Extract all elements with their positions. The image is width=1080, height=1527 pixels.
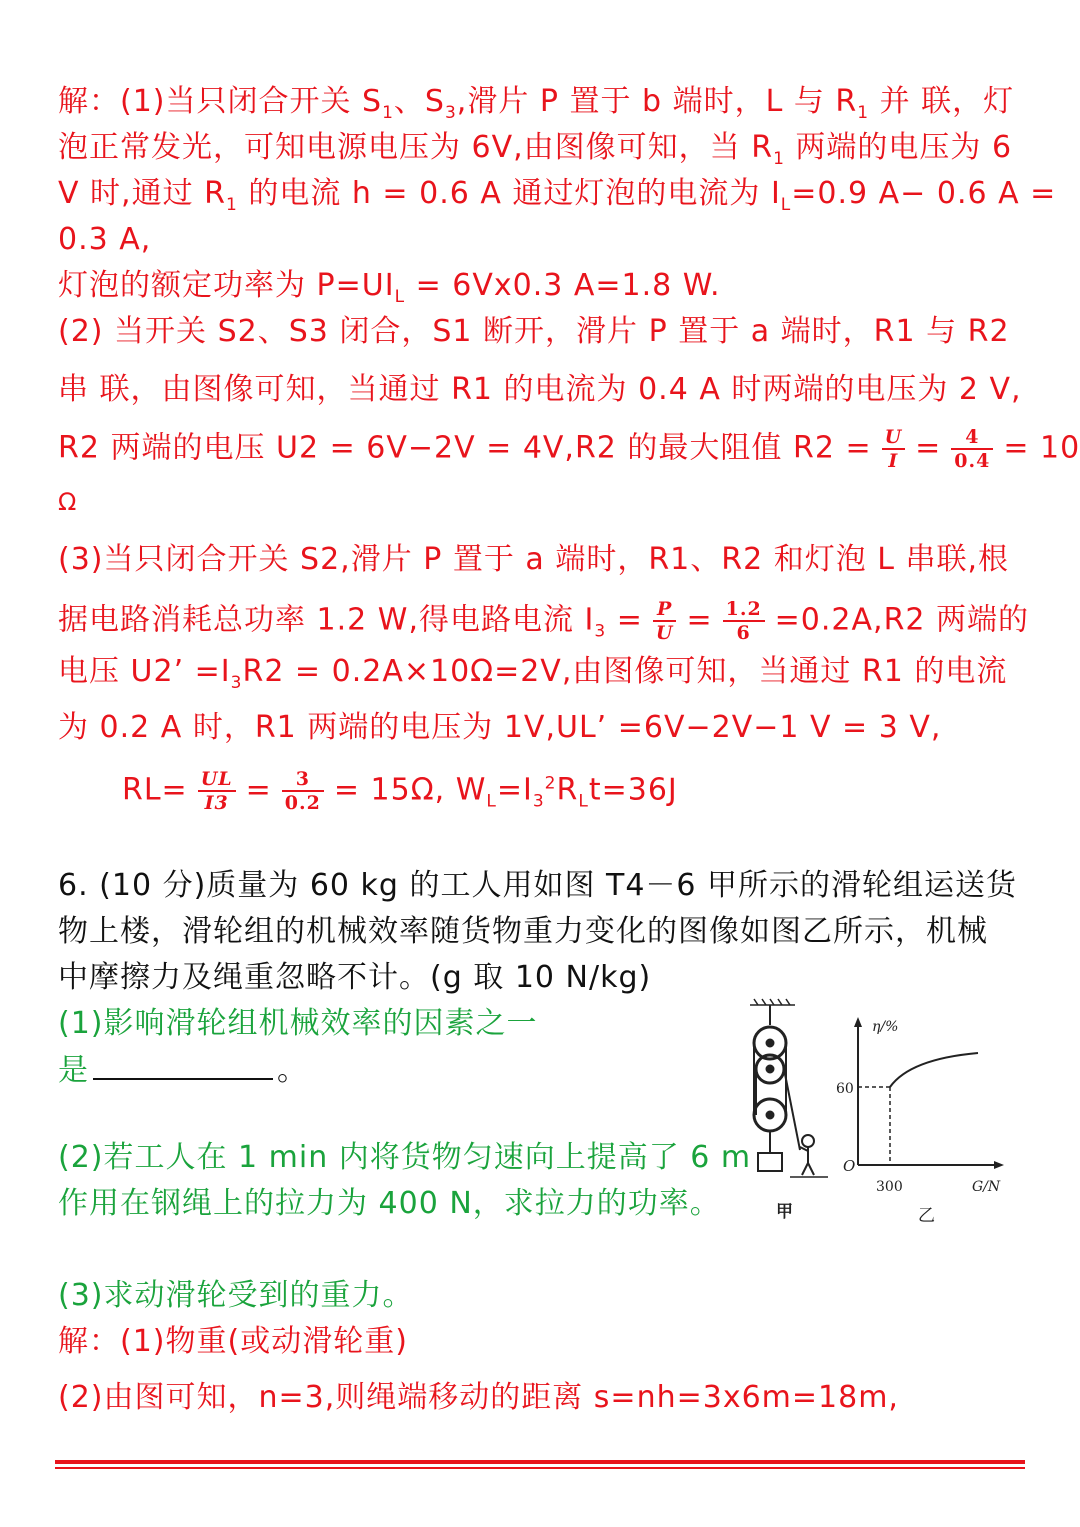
fraction-3-over-0.2: $\frac{3}{0.2}$ [282,768,324,814]
graph-x-label: G/N [972,1179,1001,1195]
efficiency-curve [890,1053,978,1087]
q6-answer-1: 解：(1)物重(或动滑轮重) [58,1324,408,1359]
bottom-divider-thin [55,1467,1025,1469]
answer-blank[interactable] [93,1052,273,1080]
q6-sub3: (3)求动滑轮受到的重力。 [58,1278,414,1313]
fraction-4-over-0.4: $\frac{4}{0.4}$ [951,426,993,472]
q6-line-1: 6. (10 分)质量为 60 kg 的工人用如图 T4－6 甲所示的滑轮组运送货 [58,868,1018,903]
worker-figure [800,1135,814,1175]
q6-answer-2: (2)由图可知，n=3,则绳端移动的距离 s=nh=3x6m=18m, [58,1380,899,1415]
fraction-ul-over-i3: $\frac{UL}{I3}$ [198,768,236,814]
q6-sub1-line-2: 是 。 [58,1053,308,1088]
sol-part2-line-1: (2) 当开关 S2、S3 闭合，S1 断开，滑片 P 置于 a 端时，R1 与 R2 [58,314,1010,349]
sol-line-3: V 时,通过 $R_1$ 的电流 h = 0.6 A 通过灯泡的电流为 $I_L=0.9$ A− 0.6 A = [58,176,1057,215]
graph-y-tick: 60 [836,1081,854,1097]
q6-sub2-line-2: 作用在钢绳上的拉力为 400 N，求拉力的功率。 [58,1186,721,1221]
sol-part2-line-3: R2 两端的电压 U2 = 6V−2V = 4V,R2 的最大阻值 R2 = $\frac{U}{I}$ = $\frac{4}{0.4}$ = 10 [58,426,1080,472]
fraction-u-over-i: $\frac{U}{I}$ [882,426,906,472]
sol-part3-line-4: 为 0.2 A 时，R1 两端的电压为 1V,UL’ =6V−2V−1 V = 3 V, [58,710,942,745]
sol-part3-line-5: RL= $\frac{UL}{I3}$ = $\frac{3}{0.2}$ = 15Ω, $W_L=I_3^2R_Lt=36J$ [122,768,678,814]
graph-y-label: η/% [872,1019,899,1035]
efficiency-graph [836,1017,1004,1226]
graph-origin: O [843,1157,856,1175]
figure-label-jia: 甲 [776,1202,793,1222]
sol-line-1: 解：(1)当只闭合开关 $S_1$、$S_3$,滑片 P 置于 b 端时，L 与 $R_1$ 并 联，灯 [58,84,1015,123]
fraction-p-over-u: $\frac{P}{U}$ [653,598,677,644]
q6-sub1-line-1: (1)影响滑轮组机械效率的因素之一 [58,1006,538,1041]
q6-line-2: 物上楼，滑轮组的机械效率随货物重力变化的图像如图乙所示，机械 [58,914,988,949]
ceiling-hatch [750,999,795,1005]
sol-line-5: 灯泡的额定功率为 $P=UI_L = 6Vx0.3$ A=1.8 W. [58,268,721,307]
q6-line-3: 中摩擦力及绳重忽略不计。(g 取 10 N/kg) [58,960,652,995]
bottom-divider [55,1460,1025,1464]
fixed-pulley [754,1027,786,1083]
sol-part3-line-2: 据电路消耗总功率 1.2 W,得电路电流 $I_3$ = $\frac{P}{U}$ = $\frac{1.2}{6}$ =0.2A,R2 两端的 [58,598,1030,644]
figure-pulley-and-graph [740,995,1020,1230]
fraction-1.2-over-6: $\frac{1.2}{6}$ [723,598,765,644]
moving-pulley [754,1099,786,1131]
sol-part2-line-4: Ω [58,488,78,516]
sol-part3-line-1: (3)当只闭合开关 S2,滑片 P 置于 a 端时，R1、R2 和灯泡 L 串联,根 [58,542,1010,577]
sol-line-4: 0.3 A, [58,222,152,257]
q6-sub2-line-1: (2)若工人在 1 min 内将货物匀速向上提高了 6 m [58,1140,752,1175]
sol-part2-line-2: 串 联，由图像可知，当通过 R1 的电流为 0.4 A 时两端的电压为 2 V, [58,372,1022,407]
graph-x-tick: 300 [876,1179,903,1195]
sol-part3-line-3: 电压 U2’ $=I_3R2 = 0.2A\times 10\Omega=2V$,由图像可知，当通过 R1 的电流 [58,654,1008,693]
sol-line-2: 泡正常发光，可知电源电压为 6V,由图像可知，当 $R_1$ 两端的电压为 6 [58,130,1013,169]
cargo-box [758,1153,782,1171]
figure-label-yi: 乙 [918,1206,935,1226]
